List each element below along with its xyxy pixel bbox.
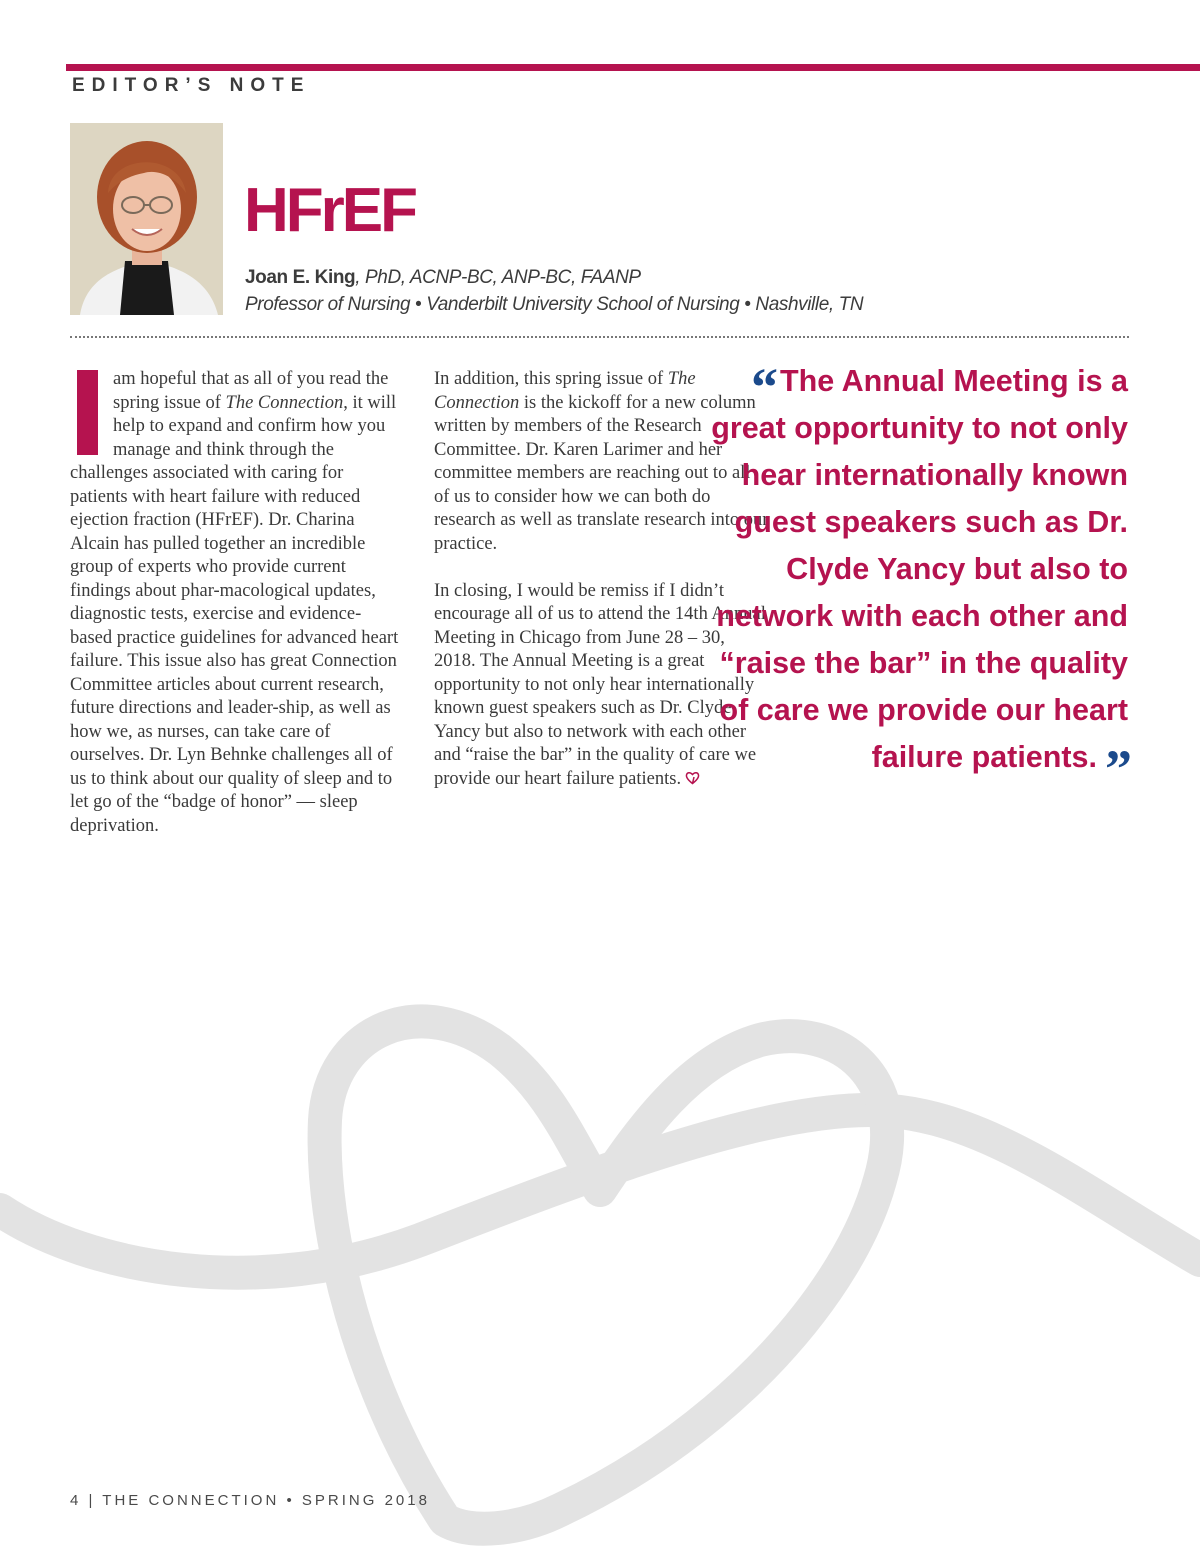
body-paragraph-1: am hopeful that as all of you read the spring issue of The Connection, it will help to expand and confirm how you manage and think through the challenges associated with caring for patients with heart failure with reduced ejection fraction (HFrEF). Dr. Charina Alcain has pulled together an incredible group of experts who provide current findings about phar-macological updates, diagnostic tests, exercise and evidence-based practice guidelines for advanced heart failure. This issue also has great Connection Committee articles about current research, future directions and leader-ship, as well as how we, as nurses, can take care of ourselves. Dr. Lyn Behnke challenges all of us to think about our quality of sleep and to let go of the “badge of honor” — sleep deprivation. [70, 369, 399, 836]
author-credentials: , PhD, ACNP-BC, ANP-BC, FAANP [355, 267, 641, 288]
top-accent-rule [66, 64, 1200, 71]
close-quote-mark: ” [1105, 739, 1128, 799]
page-footer: 4 | THE CONNECTION • SPRING 2018 [70, 1492, 430, 1509]
body-column-1 [70, 368, 400, 838]
byline [245, 264, 863, 318]
body-paragraph-3-text: In closing, I would be remiss if I didn’t encourage all of us to attend the 14th Annual Meeting in Chicago from June 28 – 30, 2018. The Annual Meeting is a great opportunity to not only hear internationally known guest speakers such as Dr. Clyde Yancy but also to network with each other and “raise the bar” in the quality of care we provide our heart failure patients. [434, 580, 766, 789]
body-paragraph-2: In addition, this spring issue of The Connection is the kickoff for a new column written by members of the Research Committee. Dr. Karen Larimer and her committee members are reaching out to all of us to consider how we can both do research as well as translate research into our practice. [434, 369, 769, 554]
open-quote-mark: “ [751, 357, 775, 417]
article-title: HFrEF [244, 176, 415, 245]
dotted-divider [70, 336, 1129, 338]
heart-ribbon-graphic [0, 990, 1200, 1553]
drop-cap [77, 370, 99, 455]
pull-quote-text: The Annual Meeting is a great opportunity to not only hear internationally known guest speakers such as Dr. Clyde Yancy but also to network with each other and “raise the bar” in the quality of care we provide our heart failure patients. [711, 364, 1128, 774]
pull-quote [708, 357, 1128, 799]
heart-end-icon [685, 769, 700, 793]
author-affiliation: Professor of Nursing • Vanderbilt University School of Nursing • Nashville, TN [245, 294, 864, 315]
section-label: EDITOR’S NOTE [72, 75, 311, 96]
author-name: Joan E. King [245, 267, 356, 288]
author-photo [70, 123, 223, 315]
